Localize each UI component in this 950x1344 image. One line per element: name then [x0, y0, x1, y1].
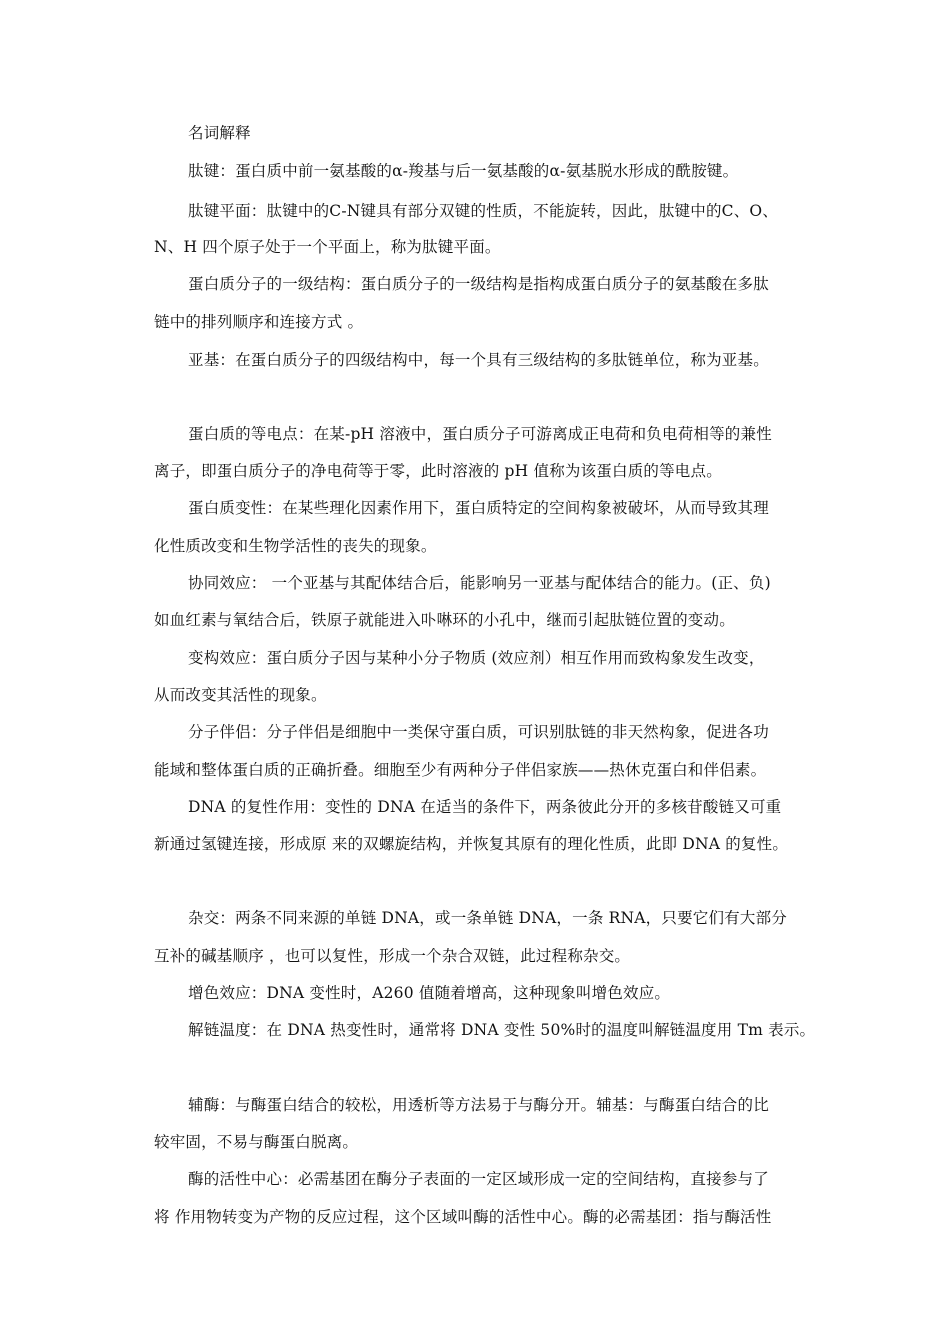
- text-line: N、H 四个原子处于一个平面上，称为肽键平面。: [154, 238, 501, 256]
- text-line: DNA 的复性作用：变性的 DNA 在适当的条件下，两条彼此分开的多核苷酸链又可重: [188, 798, 782, 816]
- text-line: 较牢固，不易与酶蛋白脱离。: [154, 1133, 359, 1151]
- text-line: 蛋白质分子的一级结构：蛋白质分子的一级结构是指构成蛋白质分子的氨基酸在多肽: [188, 275, 769, 293]
- text-line: 互补的碱基顺序 ，也可以复性，形成一个杂合双链，此过程称杂交。: [154, 947, 631, 965]
- text-line: 如血红素与氧结合后，铁原子就能进入卟啉环的小孔中，继而引起肽链位置的变动。: [154, 611, 735, 629]
- text-line: 从而改变其活性的现象。: [154, 686, 327, 704]
- text-line: 新通过氢键连接，形成原 来的双螺旋结构，并恢复其原有的理化性质，此即 DNA 的复性。: [154, 835, 789, 853]
- text-line: 蛋白质的等电点：在某-pH 溶液中，蛋白质分子可游离成正电荷和负电荷相等的兼性: [188, 425, 772, 443]
- text-line: 能域和整体蛋白质的正确折叠。细胞至少有两种分子伴侣家族——热休克蛋白和伴侣素。: [154, 761, 767, 779]
- text-line: 蛋白质变性：在某些理化因素作用下，蛋白质特定的空间构象被破坏，从而导致其理: [188, 499, 769, 517]
- text-line: 肽键平面：肽键中的C-N键具有部分双键的性质，不能旋转，因此，肽键中的C、O、: [188, 202, 779, 220]
- page-heading: 名词解释: [188, 124, 251, 142]
- text-line: 变构效应：蛋白质分子因与某种小分子物质 (效应剂）相互作用而致构象发生改变，: [188, 649, 765, 667]
- text-line: 解链温度：在 DNA 热变性时，通常将 DNA 变性 50%时的温度叫解链温度用 Tm 表示。: [188, 1021, 816, 1039]
- text-line: 化性质改变和生物学活性的丧失的现象。: [154, 537, 437, 555]
- text-line: 杂交：两条不同来源的单链 DNA，或一条单链 DNA，一条 RNA，只要它们有大部分: [188, 909, 787, 927]
- text-line: 酶的活性中心：必需基团在酶分子表面的一定区域形成一定的空间结构，直接参与了: [188, 1170, 769, 1188]
- text-line: 肽键：蛋白质中前一氨基酸的α-羧基与后一氨基酸的α-氨基脱水形成的酰胺键。: [188, 162, 739, 180]
- text-line: 亚基：在蛋白质分子的四级结构中，每一个具有三级结构的多肽链单位，称为亚基。: [188, 351, 769, 369]
- text-line: 链中的排列顺序和连接方式 。: [154, 313, 364, 331]
- text-line: 分子伴侣：分子伴侣是细胞中一类保守蛋白质，可识别肽链的非天然构象，促进各功: [188, 723, 769, 741]
- text-line: 将 作用物转变为产物的反应过程，这个区域叫酶的活性中心。酶的必需基团：指与酶活性: [154, 1208, 772, 1226]
- text-line: 协同效应： 一个亚基与其配体结合后，能影响另一亚基与配体结合的能力。(正、负): [188, 574, 771, 592]
- text-line: 离子，即蛋白质分子的净电荷等于零，此时溶液的 pH 值称为该蛋白质的等电点。: [154, 462, 722, 480]
- text-line: 辅酶：与酶蛋白结合的较松，用透析等方法易于与酶分开。辅基：与酶蛋白结合的比: [188, 1096, 769, 1114]
- text-line: 增色效应：DNA 变性时，A260 值随着增高，这种现象叫增色效应。: [188, 984, 671, 1002]
